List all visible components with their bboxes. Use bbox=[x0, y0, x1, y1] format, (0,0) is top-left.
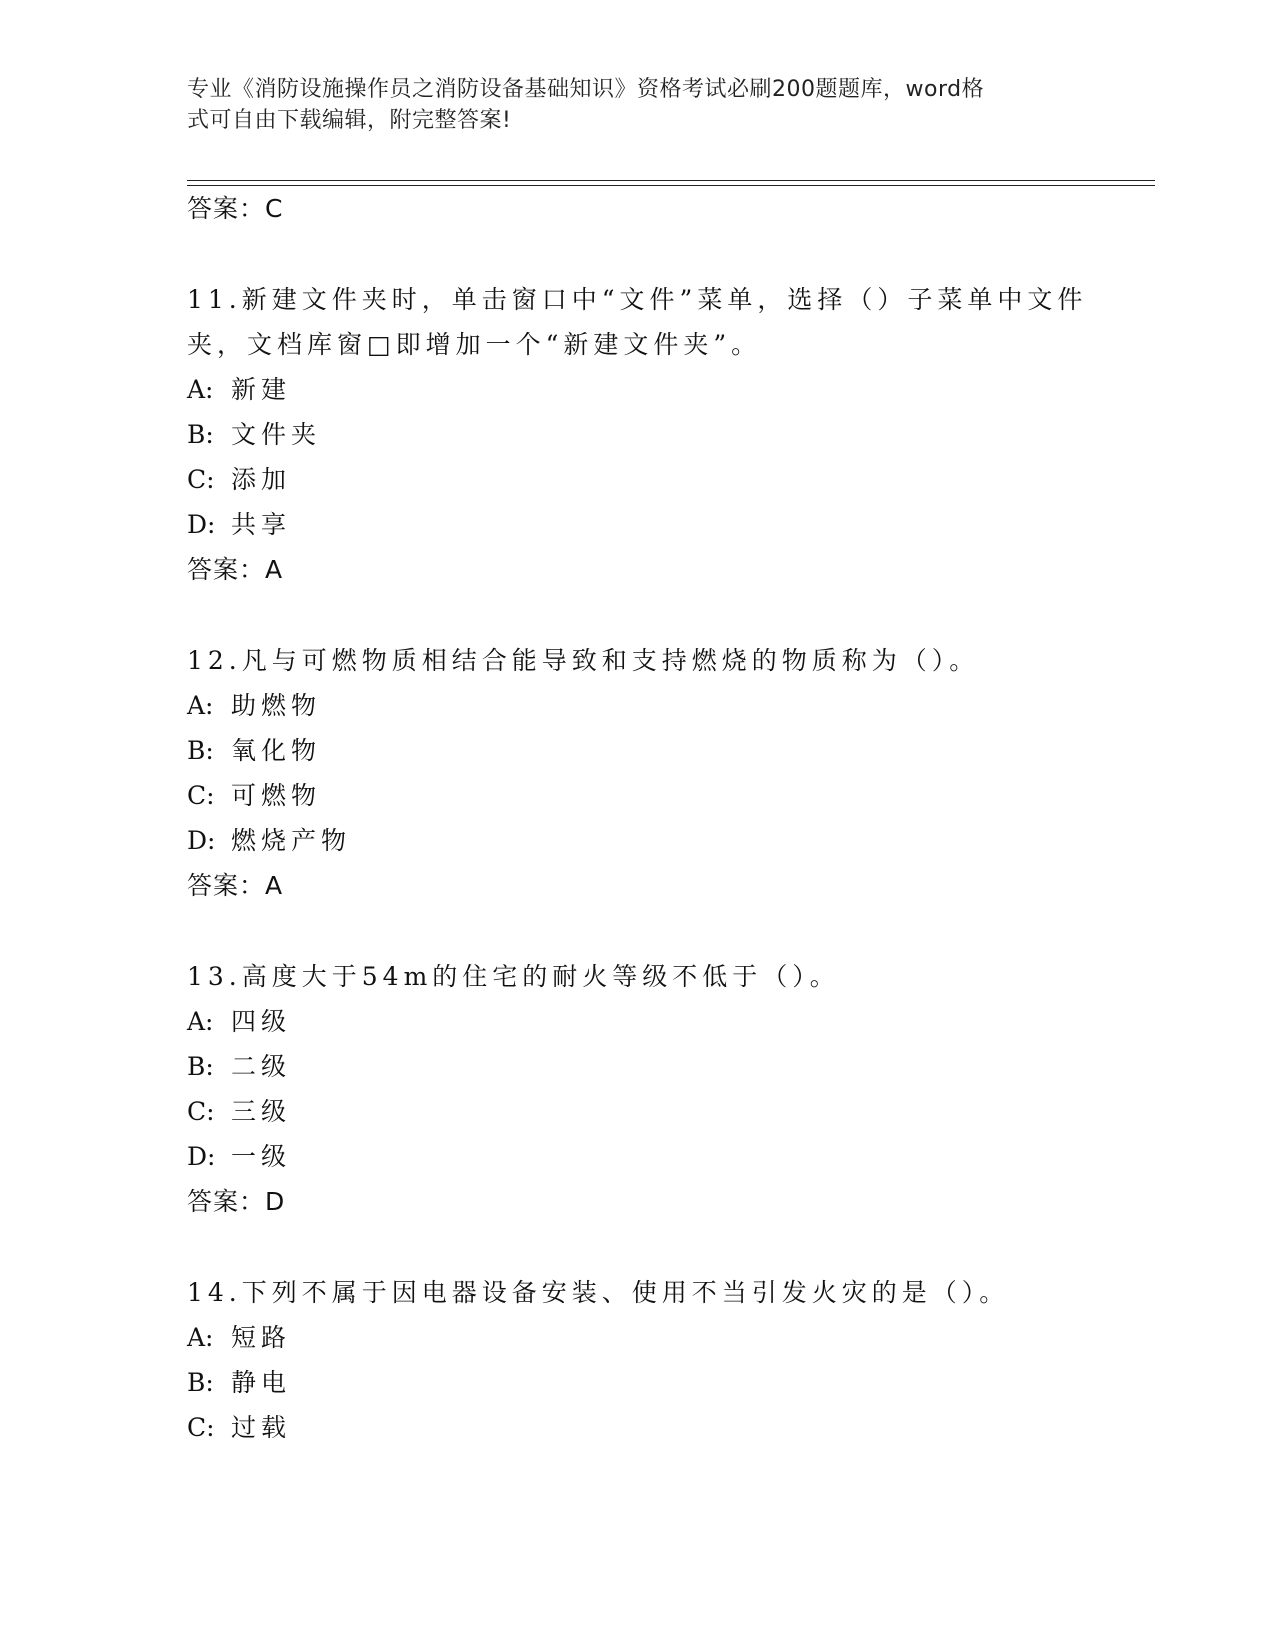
question-11 bbox=[187, 277, 1147, 592]
option-a: A: 四级 bbox=[187, 1007, 292, 1036]
option-c: C: 过载 bbox=[187, 1413, 292, 1442]
question-stem-continued: 夹，文档库窗□即增加一个“新建文件夹”。 bbox=[187, 330, 762, 359]
option-b: B: 氧化物 bbox=[187, 736, 322, 765]
option-c: C: 三级 bbox=[187, 1097, 292, 1126]
option-c: C: 添加 bbox=[187, 465, 292, 494]
question-list bbox=[187, 186, 1147, 1450]
option-b: B: 静电 bbox=[187, 1368, 292, 1397]
header-line-2: 式可自由下载编辑，附完整答案! bbox=[187, 108, 512, 133]
answer: 答案：A bbox=[187, 555, 284, 584]
question-stem: 11.新建文件夹时，单击窗口中“文件”菜单，选择（）子菜单中文件 bbox=[187, 285, 1088, 314]
answer: 答案：A bbox=[187, 871, 284, 900]
option-d: D: 共享 bbox=[187, 510, 292, 539]
question-13 bbox=[187, 954, 1147, 1224]
question-14 bbox=[187, 1270, 1147, 1450]
option-d: D: 燃烧产物 bbox=[187, 826, 352, 855]
option-b: B: 二级 bbox=[187, 1052, 292, 1081]
page-header bbox=[187, 74, 1067, 136]
question-stem: 12.凡与可燃物质相结合能导致和支持燃烧的物质称为（）。 bbox=[187, 646, 980, 675]
option-a: A: 新建 bbox=[187, 375, 292, 404]
question-stem: 13.高度大于54m的住宅的耐火等级不低于（）。 bbox=[187, 962, 840, 991]
option-a: A: 短路 bbox=[187, 1323, 292, 1352]
header-divider-top bbox=[187, 180, 1155, 181]
answer: 答案：D bbox=[187, 1187, 286, 1216]
option-a: A: 助燃物 bbox=[187, 691, 322, 720]
option-b: B: 文件夹 bbox=[187, 420, 322, 449]
question-12 bbox=[187, 638, 1147, 908]
previous-answer: 答案：C bbox=[187, 194, 284, 223]
option-c: C: 可燃物 bbox=[187, 781, 322, 810]
header-line-1: 专业《消防设施操作员之消防设备基础知识》资格考试必刷200题题库，word格 bbox=[187, 77, 985, 102]
question-stem: 14.下列不属于因电器设备安装、使用不当引发火灾的是（）。 bbox=[187, 1278, 1010, 1307]
option-d: D: 一级 bbox=[187, 1142, 292, 1171]
